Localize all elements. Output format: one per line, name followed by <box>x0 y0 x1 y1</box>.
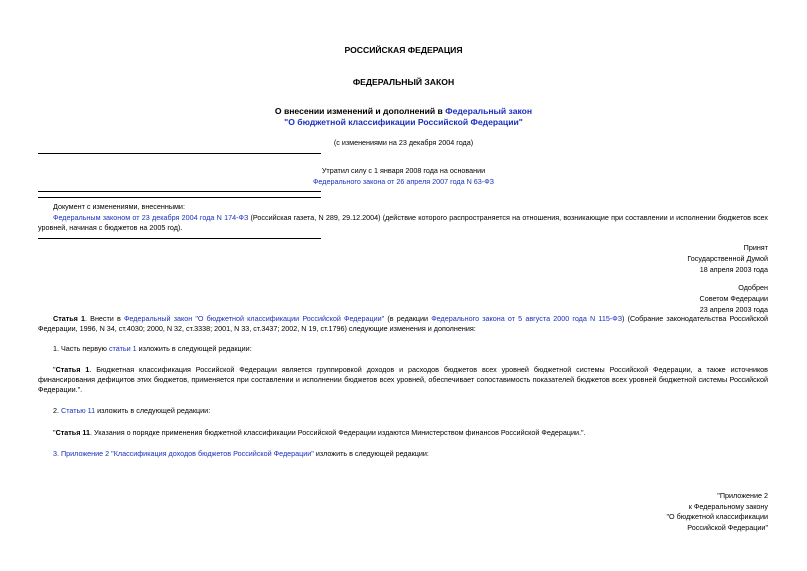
approved-line1: Одобрен <box>738 283 768 292</box>
title-prefix: О внесении изменений и дополнений в <box>274 106 446 116</box>
item1-text: 1. Часть первую <box>53 344 109 353</box>
appendix-line1: "Приложение 2 <box>717 491 768 500</box>
changes-text: (Российская газета, N 289, 29.12.2004) (действие которого распространяется на отношения, возникающие при составлении и исполнении бюджетов всех уровней, начиная с бюджетов на 2005 год). <box>38 213 768 232</box>
article1-text: (в редакции <box>384 314 432 323</box>
title-line2-link[interactable]: "О бюджетной классификации Российской Федерации" <box>284 117 523 127</box>
item2-link[interactable]: Статью 11 <box>61 406 96 415</box>
quote-mark: " <box>53 428 56 437</box>
article1-law-link[interactable]: Федеральный закон "О бюджетной классификации Российской Федерации" <box>123 314 385 323</box>
item1-text: изложить в следующей редакции: <box>136 344 252 353</box>
divider <box>38 191 321 192</box>
divider <box>38 238 321 239</box>
article1-paragraph <box>38 314 768 334</box>
country-heading: РОССИЙСКАЯ ФЕДЕРАЦИЯ <box>344 45 463 55</box>
article1-amendment-link[interactable]: Федерального закона от 5 августа 2000 года N 115-ФЗ <box>431 314 623 323</box>
amendments-note: (с изменениями на 23 декабря 2004 года) <box>333 138 474 147</box>
approved-block <box>700 282 768 315</box>
quote1-text: . Бюджетная классификация Российской Федерации является группировкой доходов и расходов бюджетов всех уровней бюджетной системы Российской Федерации, а также источников финансирования дефицитов этих бюджетов, применяется при составлении и исполнении бюджетов всех уровней, обеспечивает сопоставимость показателей бюджетов всех уровней бюджетной системы Российской Федерации.". <box>38 365 768 394</box>
item2-text: изложить в следующей редакции: <box>95 406 211 415</box>
adopted-line1: Принят <box>743 243 768 252</box>
article1-text: ) (Собрание законодательства Российской Федерации, 1996, N 34, ст.4030; 2000, N 32, ст.3338; 2001, N 33, ст.3437; 2002, N 19, ст.1796) следующие изменения и дополнения: <box>38 314 768 333</box>
approved-line2: Советом Федерации <box>699 294 768 303</box>
changes-paragraph <box>38 213 768 233</box>
quote1-paragraph <box>38 365 768 395</box>
appendix-line4: Российской Федерации" <box>687 522 768 532</box>
item1-paragraph <box>38 344 768 354</box>
quote1-label: Статья 1 <box>55 365 90 374</box>
appendix-line2: к Федеральному закону <box>688 501 768 511</box>
item1-link[interactable]: статьи 1 <box>108 344 137 353</box>
article1-text: . Внести в <box>85 314 124 323</box>
quote-mark: " <box>53 365 56 374</box>
adopted-line2: Государственной Думой <box>687 254 768 263</box>
article1-label: Статья 1 <box>53 314 85 323</box>
adopted-line3: 18 апреля 2003 года <box>699 265 768 274</box>
approved-line3: 23 апреля 2003 года <box>699 305 768 314</box>
appendix-block <box>666 491 768 533</box>
lapse-text: Утратил силу с 1 января 2008 года на основании <box>321 166 486 175</box>
changes-link[interactable]: Федеральным законом от 23 декабря 2004 года N 174-ФЗ <box>53 213 249 222</box>
document-type-heading: ФЕДЕРАЛЬНЫЙ ЗАКОН <box>352 77 455 87</box>
adopted-block <box>687 242 768 275</box>
divider <box>38 153 321 154</box>
divider <box>38 197 321 198</box>
item3-text: изложить в следующей редакции: <box>313 449 429 458</box>
document-title <box>0 106 807 117</box>
quote2-label: Статья 11 <box>55 428 90 437</box>
lapse-link[interactable]: Федерального закона от 26 апреля 2007 года N 63-ФЗ <box>312 177 495 186</box>
changes-label: Документ с изменениями, внесенными: <box>53 202 185 211</box>
item2-text: 2. <box>53 406 61 415</box>
item3-paragraph <box>38 449 768 459</box>
title-link[interactable]: Федеральный закон <box>445 106 533 116</box>
item2-paragraph <box>38 406 768 416</box>
item3-link[interactable]: 3. Приложение 2 "Классификация доходов бюджетов Российской Федерации" <box>53 449 314 458</box>
appendix-line3: "О бюджетной классификации <box>666 512 768 521</box>
quote2-text: . Указания о порядке применения бюджетной классификации Российской Федерации издаются Министерством финансов Российской Федерации.". <box>90 428 586 437</box>
quote2-paragraph <box>38 428 768 438</box>
